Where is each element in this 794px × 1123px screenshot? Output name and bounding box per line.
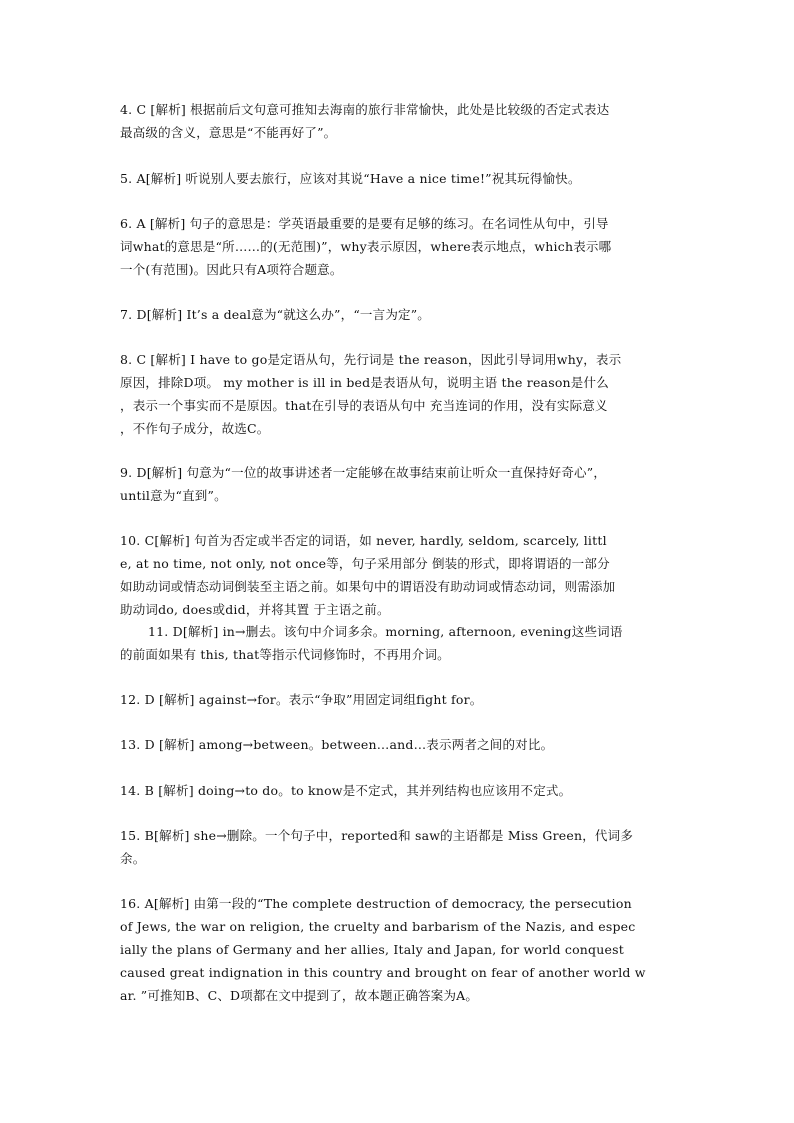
answer-item-11 [120, 620, 680, 666]
item-line: ，表示一个事实而不是原因。that在引导的表语从句中 充当连词的作用，没有实际意义 [120, 398, 608, 413]
item-line: 13. D [解析] among→between。between…and…表示两者之间的对比。 [120, 737, 554, 752]
answer-item-14 [120, 779, 680, 802]
item-line: 9. D[解析] 句意为“一位的故事讲述者一定能够在故事结束前让听众一直保持好奇心”， [120, 465, 607, 480]
answer-item-5 [120, 167, 680, 190]
item-line: 原因，排除D项。 my mother is ill in bed是表语从句，说明主语 the reason是什么 [120, 375, 609, 390]
item-line: 词what的意思是“所……的(无范围)”，why表示原因，where表示地点，which表示哪 [120, 239, 612, 254]
answer-item-6 [120, 212, 680, 281]
answer-item-8 [120, 348, 680, 440]
item-line: 14. B [解析] doing→to do。to know是不定式，其并列结构也应该用不定式。 [120, 783, 572, 798]
item-line: 8. C [解析] I have to go是定语从句，先行词是 the reason，因此引导词用why，表示 [120, 352, 622, 367]
item-line: e, at no time, not only, not once等，句子采用部分 倒装的形式，即将谓语的一部分 [120, 556, 610, 571]
answer-item-15 [120, 824, 680, 870]
answer-item-4 [120, 98, 680, 144]
item-line: 12. D [解析] against→for。表示“争取”用固定词组fight for。 [120, 692, 483, 707]
item-line: 助动词do, does或did，并将其置 于主语之前。 [120, 602, 390, 617]
answer-item-13 [120, 733, 680, 756]
item-line: ar. ”可推知B、C、D项都在文中提到了，故本题正确答案为A。 [120, 988, 479, 1003]
answer-item-9 [120, 461, 680, 507]
answer-item-16 [120, 892, 680, 1007]
answer-item-10 [120, 529, 680, 621]
item-line: ially the plans of Germany and her allies, Italy and Japan, for world conquest [120, 942, 624, 957]
item-line: 余。 [120, 851, 146, 866]
item-line: 最高级的含义，意思是“不能再好了”。 [120, 125, 337, 140]
item-line: 4. C [解析] 根据前后文句意可推知去海南的旅行非常愉快，此处是比较级的否定式表达 [120, 102, 610, 117]
answer-item-12 [120, 688, 680, 711]
item-line: 6. A [解析] 句子的意思是：学英语最重要的是要有足够的练习。在名词性从句中，引导 [120, 216, 609, 231]
item-line: 如助动词或情态动词倒装至主语之前。如果句中的谓语没有助动词或情态动词，则需添加 [120, 579, 616, 594]
item-line: 10. C[解析] 句首为否定或半否定的词语，如 never, hardly, seldom, scarcely, littl [120, 533, 607, 548]
item-line: ，不作句子成分，故选C。 [120, 421, 270, 436]
item-line: 5. A[解析] 听说别人要去旅行，应该对其说“Have a nice time!”祝其玩得愉快。 [120, 171, 581, 186]
item-line: 的前面如果有 this, that等指示代词修饰时，不再用介词。 [120, 647, 450, 662]
item-line: caused great indignation in this country and brought on fear of another world w [120, 965, 646, 980]
item-line: 7. D[解析] It’s a deal意为“就这么办”，“一言为定”。 [120, 307, 431, 322]
item-line: 11. D[解析] in→删去。该句中介词多余。morning, afternoon, evening这些词语 [148, 624, 623, 639]
item-line: 一个(有范围)。因此只有A项符合题意。 [120, 262, 343, 277]
item-line: 16. A[解析] 由第一段的“The complete destruction of democracy, the persecution [120, 896, 632, 911]
answer-item-7 [120, 303, 680, 326]
item-line: of Jews, the war on religion, the cruelty and barbarism of the Nazis, and espec [120, 919, 636, 934]
item-line: 15. B[解析] she→删除。一个句子中，reported和 saw的主语都是 Miss Green，代词多 [120, 828, 634, 843]
item-line: until意为“直到”。 [120, 488, 227, 503]
